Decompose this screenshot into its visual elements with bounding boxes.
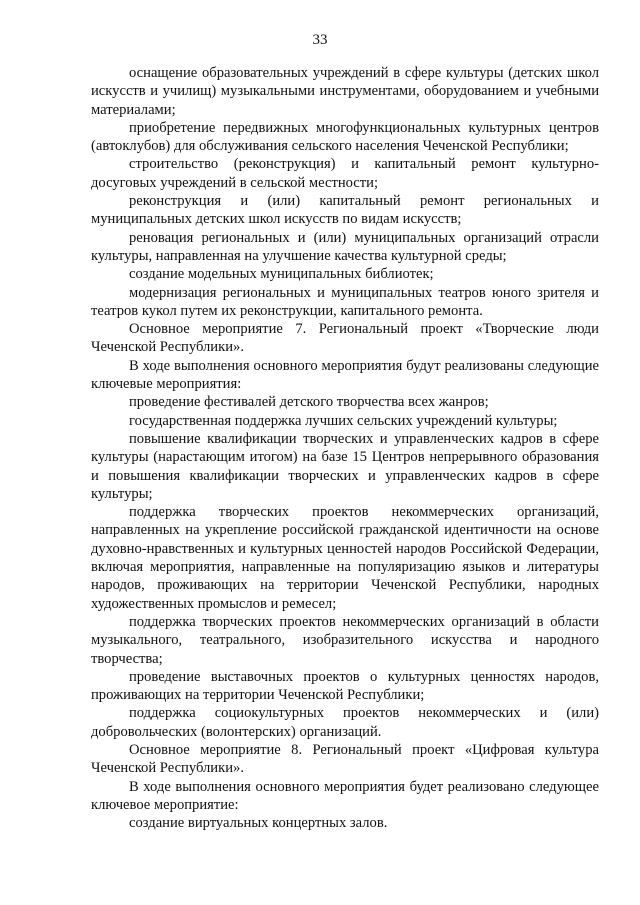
paragraph: проведение выставочных проектов о культурных ценностях народов, проживающих на территории Чеченской Республики;: [91, 668, 599, 704]
paragraph: реконструкция и (или) капитальный ремонт региональных и муниципальных детских школ искусств по видам искусств;: [91, 193, 599, 228]
section-heading-paragraph: Основное мероприятие 7. Региональный проект «Творческие люди Чеченской Республики».: [91, 321, 599, 356]
paragraph: поддержка творческих проектов некоммерческих организаций в области музыкального, театрального, изобразительного искусства и народного творчества;: [91, 613, 599, 667]
document-body: [91, 64, 599, 832]
section-heading-paragraph: Основное мероприятие 8. Региональный проект «Цифровая культура Чеченской Республики».: [91, 741, 599, 777]
paragraph: В ходе выполнения основного мероприятия будут реализованы следующие ключевые мероприятия:: [91, 357, 599, 393]
paragraph: В ходе выполнения основного мероприятия будет реализовано следующее ключевое мероприятие:: [91, 778, 599, 813]
paragraph: приобретение передвижных многофункциональных культурных центров (автоклубов) для обслуживания сельского населения Чеченской Республики;: [91, 119, 599, 155]
paragraph: создание виртуальных концертных залов.: [129, 815, 388, 832]
paragraph: модернизация региональных и муниципальных театров юного зрителя и театров кукол путем их реконструкции, капитального ремонта.: [91, 284, 599, 319]
paragraph: оснащение образовательных учреждений в сфере культуры (детских школ искусств и училищ) музыкальными инструментами, оборудованием и учебными материалами;: [91, 65, 599, 118]
paragraph: повышение квалификации творческих и управленческих кадров в сфере культуры (нарастающим итогом) на базе 15 Центров непрерывного образования и повышения квалификации творческих и управленческих кадров в сфере культуры;: [91, 430, 599, 502]
page-number: 33: [312, 32, 328, 48]
paragraph: поддержка творческих проектов некоммерческих организаций, направленных на укрепление российской гражданской идентичности на основе духовно-нравственных и культурных ценностей народов Российской Федерации, включая мероприятия, направленные на популяризацию языков и литературы народов, проживающих на территории Чеченской Республики, народных художественных промыслов и ремесел;: [91, 504, 599, 612]
paragraph: государственная поддержка лучших сельских учреждений культуры;: [129, 412, 558, 429]
paragraph: проведение фестивалей детского творчества всех жанров;: [129, 394, 489, 411]
paragraph: создание модельных муниципальных библиотек;: [129, 266, 434, 283]
paragraph: поддержка социокультурных проектов некоммерческих и (или) добровольческих (волонтерских) организаций.: [91, 705, 599, 740]
paragraph: реновация региональных и (или) муниципальных организаций отрасли культуры, направленная на улучшение качества культурной среды;: [91, 229, 599, 264]
paragraph: строительство (реконструкция) и капитальный ремонт культурно-досуговых учреждений в сельской местности;: [91, 156, 599, 191]
